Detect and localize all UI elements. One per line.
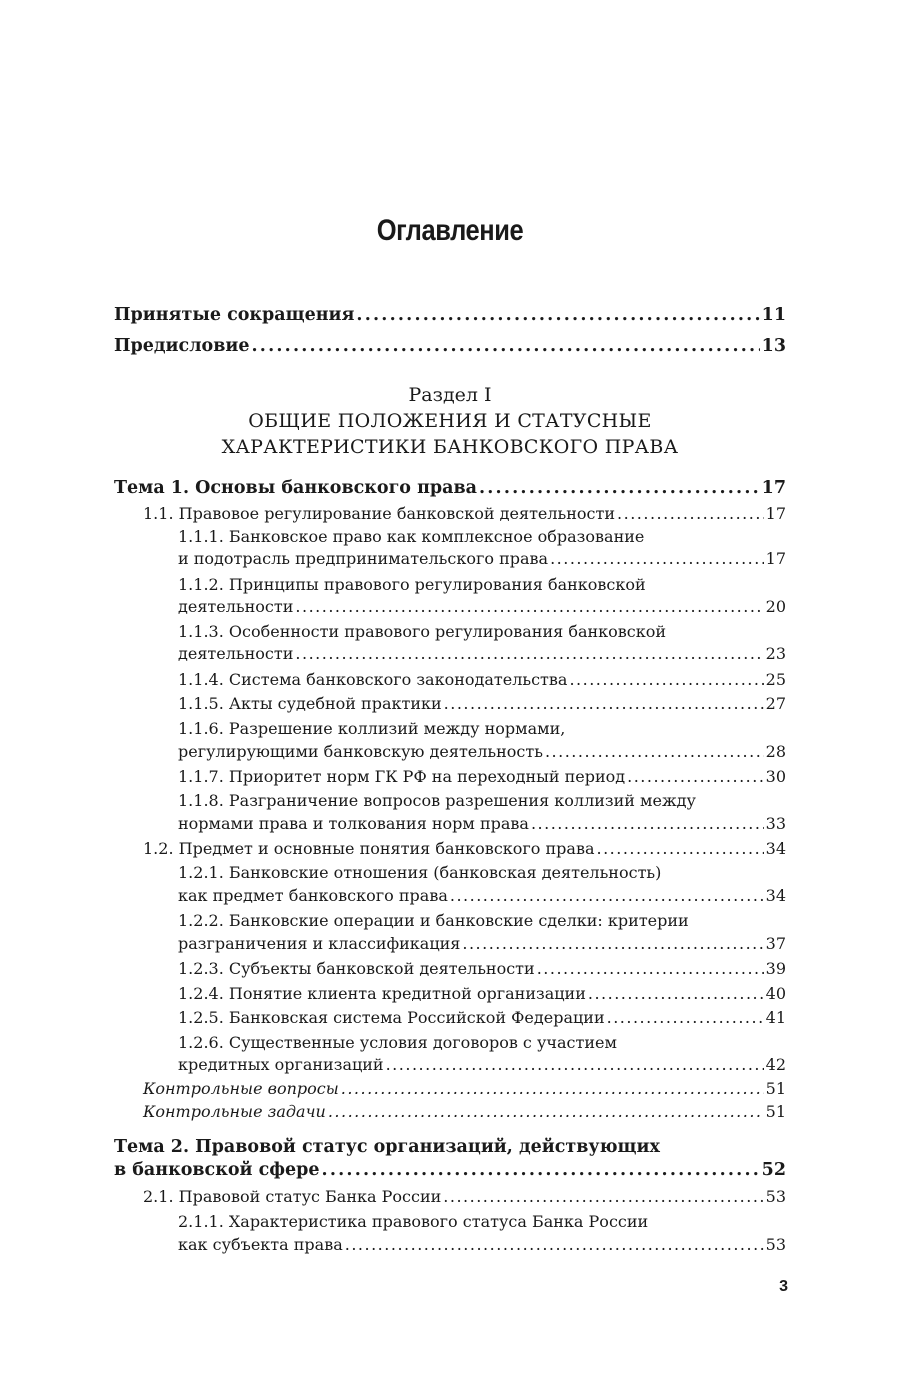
toc-entry-1-1-2-line1[interactable]: 1.1.2. Принципы правового регулирования банковской [178, 575, 646, 594]
toc-entry-1-2-1-line1[interactable]: 1.2.1. Банковские отношения (банковская деятельность) [178, 863, 662, 882]
toc-entry-1-1-3-line1[interactable]: 1.1.3. Особенности правового регулирования банковской [178, 622, 667, 641]
toc-entry-1-1-7[interactable]: 1.1.7. Приоритет норм ГК РФ на переходный период ..... 30 [178, 767, 786, 793]
section-heading [0, 382, 900, 460]
toc-entry-1-1-1[interactable]: и подотрасль предпринимательского права ..... 17 [178, 549, 786, 575]
toc-entry-1-2-5[interactable]: 1.2.5. Банковская система Российской Федерации ..... 41 [178, 1008, 786, 1034]
toc-entry-1-2-3[interactable]: 1.2.3. Субъекты банковской деятельности ..... 39 [178, 959, 786, 985]
toc-entry-1-1-2[interactable]: деятельности ..... 20 [178, 597, 786, 623]
toc-entry-topic-2[interactable]: в банковской сфере ..... 52 [114, 1160, 786, 1186]
page-title: Оглавление [376, 214, 524, 247]
toc-entry-page: 13 [761, 336, 786, 356]
toc-entry-control-tasks[interactable]: Контрольные задачи ..... 51 [143, 1102, 786, 1128]
toc-entry-1-2-2-line1[interactable]: 1.2.2. Банковские операции и банковские сделки: критерии [178, 911, 689, 930]
toc-entry-topic-2-line1[interactable]: Тема 2. Правовой статус организаций, действующих [114, 1137, 660, 1157]
toc-entry-1-2-6[interactable]: кредитных организаций ..... 42 [178, 1055, 786, 1081]
toc-entry-1-1-6-line1[interactable]: 1.1.6. Разрешение коллизий между нормами, [178, 719, 566, 738]
toc-entry-abbreviations[interactable] [114, 305, 786, 331]
toc-entry-2-1-1-line1[interactable]: 2.1.1. Характеристика правового статуса Банка России [178, 1212, 649, 1231]
toc-entry-page: 11 [761, 305, 786, 325]
toc-entry-1-2[interactable]: 1.2. Предмет и основные понятия банковского права ..... 34 [143, 839, 786, 865]
toc-entry-1-1-3[interactable]: деятельности ..... 23 [178, 644, 786, 670]
page-number: 3 [779, 1278, 788, 1295]
toc-entry-preface[interactable] [114, 336, 786, 362]
toc-entry-1-2-1[interactable]: как предмет банковского права ..... 34 [178, 886, 786, 912]
toc-entry-2-1[interactable]: 2.1. Правовой статус Банка России ..... 53 [143, 1187, 786, 1213]
toc-entry-1-1-5[interactable]: 1.1.5. Акты судебной практики ..... 27 [178, 694, 786, 720]
toc-entry-1-1-1-line1[interactable]: 1.1.1. Банковское право как комплексное образование [178, 527, 645, 546]
section-title-line2: ХАРАКТЕРИСТИКИ БАНКОВСКОГО ПРАВА [221, 436, 679, 458]
section-label: Раздел I [408, 384, 492, 406]
toc-entry-topic-1[interactable]: Тема 1. Основы банковского права ..... 17 [114, 478, 786, 504]
toc-entry-1-1-6[interactable]: регулирующими банковскую деятельность ..... 28 [178, 742, 786, 768]
toc-entry-1-2-2[interactable]: разграничения и классификация ..... 37 [178, 934, 786, 960]
toc-entry-1-2-4[interactable]: 1.2.4. Понятие клиента кредитной организации ..... 40 [178, 984, 786, 1010]
toc-entry-1-1-8[interactable]: нормами права и толкования норм права ..... 33 [178, 814, 786, 840]
toc-entry-2-1-1[interactable]: как субъекта права ..... 53 [178, 1235, 786, 1261]
toc-entry-1-1-4[interactable]: 1.1.4. Система банковского законодательства ..... 25 [178, 670, 786, 696]
toc-entry-control-questions[interactable]: Контрольные вопросы ..... 51 [143, 1079, 786, 1105]
toc-entry-title: Предисловие [114, 336, 250, 356]
toc-entry-1-2-6-line1[interactable]: 1.2.6. Существенные условия договоров с участием [178, 1033, 617, 1052]
section-title-line1: ОБЩИЕ ПОЛОЖЕНИЯ И СТАТУСНЫЕ [248, 410, 652, 432]
toc-entry-1-1[interactable]: 1.1. Правовое регулирование банковской деятельности ..... 17 [143, 504, 786, 530]
toc-entry-title: Принятые сокращения [114, 305, 355, 325]
toc-entry-1-1-8-line1[interactable]: 1.1.8. Разграничение вопросов разрешения коллизий между [178, 791, 696, 810]
